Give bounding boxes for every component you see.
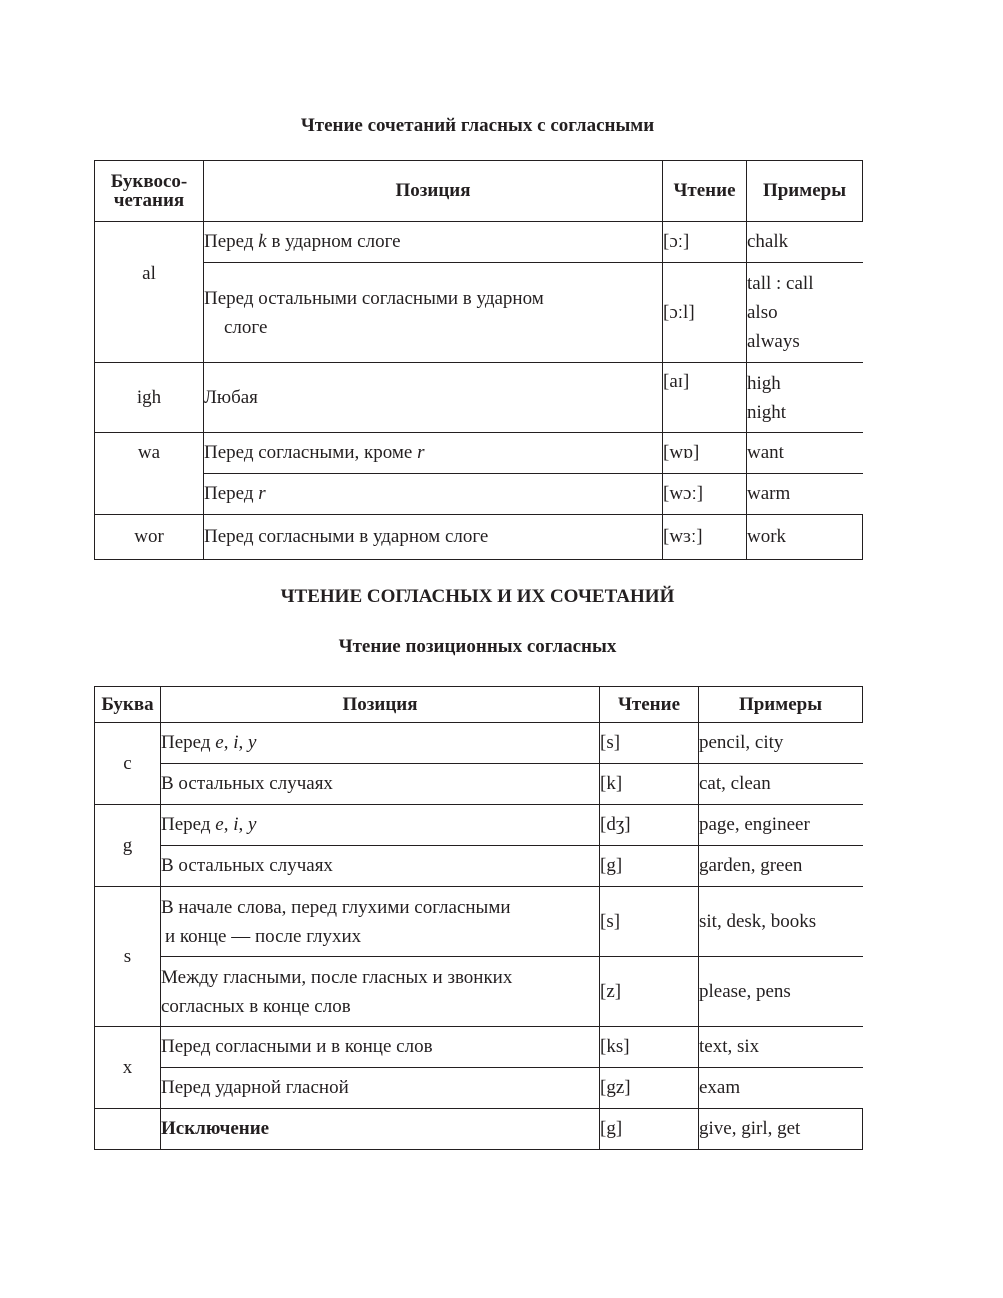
table-row: [95, 805, 863, 846]
letter-cell: x: [95, 1027, 161, 1109]
table-row: [95, 515, 863, 560]
table-row: [95, 723, 863, 764]
position-cell: Перед остальными согласными в ударном слоге: [204, 263, 663, 363]
examples-cell: high night: [747, 363, 863, 433]
reading-cell: [k]: [600, 764, 699, 805]
examples-cell: sit, desk, books: [699, 887, 863, 957]
table-row: [95, 1027, 863, 1068]
table1-header-row: [95, 161, 863, 222]
letters-cell: al: [95, 222, 204, 363]
position-cell: Перед e, i, y: [161, 723, 600, 764]
section2-subtitle: Чтение позиционных согласных: [338, 636, 617, 657]
examples-cell: garden, green: [699, 846, 863, 887]
reading-cell: [wɜː]: [663, 515, 747, 560]
header-letters-line1: Буквосо-: [110, 171, 188, 192]
table-row: [95, 957, 863, 1027]
reading-cell: [ɔːl]: [663, 263, 747, 363]
header-position: Позиция: [204, 161, 663, 222]
position-cell: В остальных случаях: [161, 764, 600, 805]
examples-cell: give, girl, get: [699, 1109, 863, 1150]
examples-cell: page, engineer: [699, 805, 863, 846]
letter-cell: g: [95, 805, 161, 887]
table-row: [95, 222, 863, 263]
reading-cell: [ks]: [600, 1027, 699, 1068]
examples-cell: text, six: [699, 1027, 863, 1068]
reading-cell: [g]: [600, 846, 699, 887]
reading-cell: [wɔː]: [663, 474, 747, 515]
vowel-consonant-table: [94, 160, 863, 560]
reading-cell: [g]: [600, 1109, 699, 1150]
header-letter: Буква: [95, 687, 161, 723]
exception-label: Исключение: [161, 1109, 600, 1150]
table-row: [95, 764, 863, 805]
examples-cell: tall : call also always: [747, 263, 863, 363]
table-row: [95, 433, 863, 474]
position-cell: Перед ударной гласной: [161, 1068, 600, 1109]
position-cell: Между гласными, после гласных и звонких согласных в конце слов: [161, 957, 600, 1027]
letters-cell: wor: [95, 515, 204, 560]
header-position: Позиция: [161, 687, 600, 723]
table-row: [95, 1109, 863, 1150]
table-row: [95, 846, 863, 887]
position-cell: Перед k в ударном слоге: [204, 222, 663, 263]
examples-cell: cat, clean: [699, 764, 863, 805]
position-cell: Перед r: [204, 474, 663, 515]
examples-cell: work: [747, 515, 863, 560]
letters-cell: igh: [95, 363, 204, 433]
reading-cell: [gz]: [600, 1068, 699, 1109]
table2-header-row: [95, 687, 863, 723]
reading-cell: [z]: [600, 957, 699, 1027]
position-cell: Перед согласными, кроме r: [204, 433, 663, 474]
position-cell: Перед e, i, y: [161, 805, 600, 846]
section1-title: Чтение сочетаний гласных с согласными: [300, 115, 655, 136]
table-row: [95, 1068, 863, 1109]
examples-cell: pencil, city: [699, 723, 863, 764]
header-reading: Чтение: [600, 687, 699, 723]
examples-cell: chalk: [747, 222, 863, 263]
position-cell: Перед согласными и в конце слов: [161, 1027, 600, 1068]
table-row: [95, 263, 863, 363]
position-cell: Любая: [204, 363, 663, 433]
positional-consonants-table: [94, 686, 863, 1150]
reading-cell: [dʒ]: [600, 805, 699, 846]
letters-cell: wa: [95, 433, 204, 515]
header-examples: Примеры: [699, 687, 863, 723]
examples-cell: please, pens: [699, 957, 863, 1027]
table-row: [95, 887, 863, 957]
examples-cell: exam: [699, 1068, 863, 1109]
position-cell: Перед согласными в ударном слоге: [204, 515, 663, 560]
section2-title: ЧТЕНИЕ СОГЛАСНЫХ И ИХ СОЧЕТАНИЙ: [280, 586, 675, 607]
letter-cell: [95, 1109, 161, 1150]
position-cell: В остальных случаях: [161, 846, 600, 887]
table-row: [95, 474, 863, 515]
reading-cell: [ɔː]: [663, 222, 747, 263]
table-row: [95, 363, 863, 433]
reading-cell: [s]: [600, 887, 699, 957]
reading-cell: [wɒ]: [663, 433, 747, 474]
header-examples: Примеры: [747, 161, 863, 222]
letter-cell: s: [95, 887, 161, 1027]
reading-cell: [aɪ]: [663, 363, 747, 433]
examples-cell: warm: [747, 474, 863, 515]
header-reading: Чтение: [663, 161, 747, 222]
letter-cell: c: [95, 723, 161, 805]
header-letters: [95, 161, 204, 222]
reading-cell: [s]: [600, 723, 699, 764]
position-cell: В начале слова, перед глухими согласными и конце — после глухих: [161, 887, 600, 957]
examples-cell: want: [747, 433, 863, 474]
header-letters-line2: четания: [113, 190, 185, 211]
